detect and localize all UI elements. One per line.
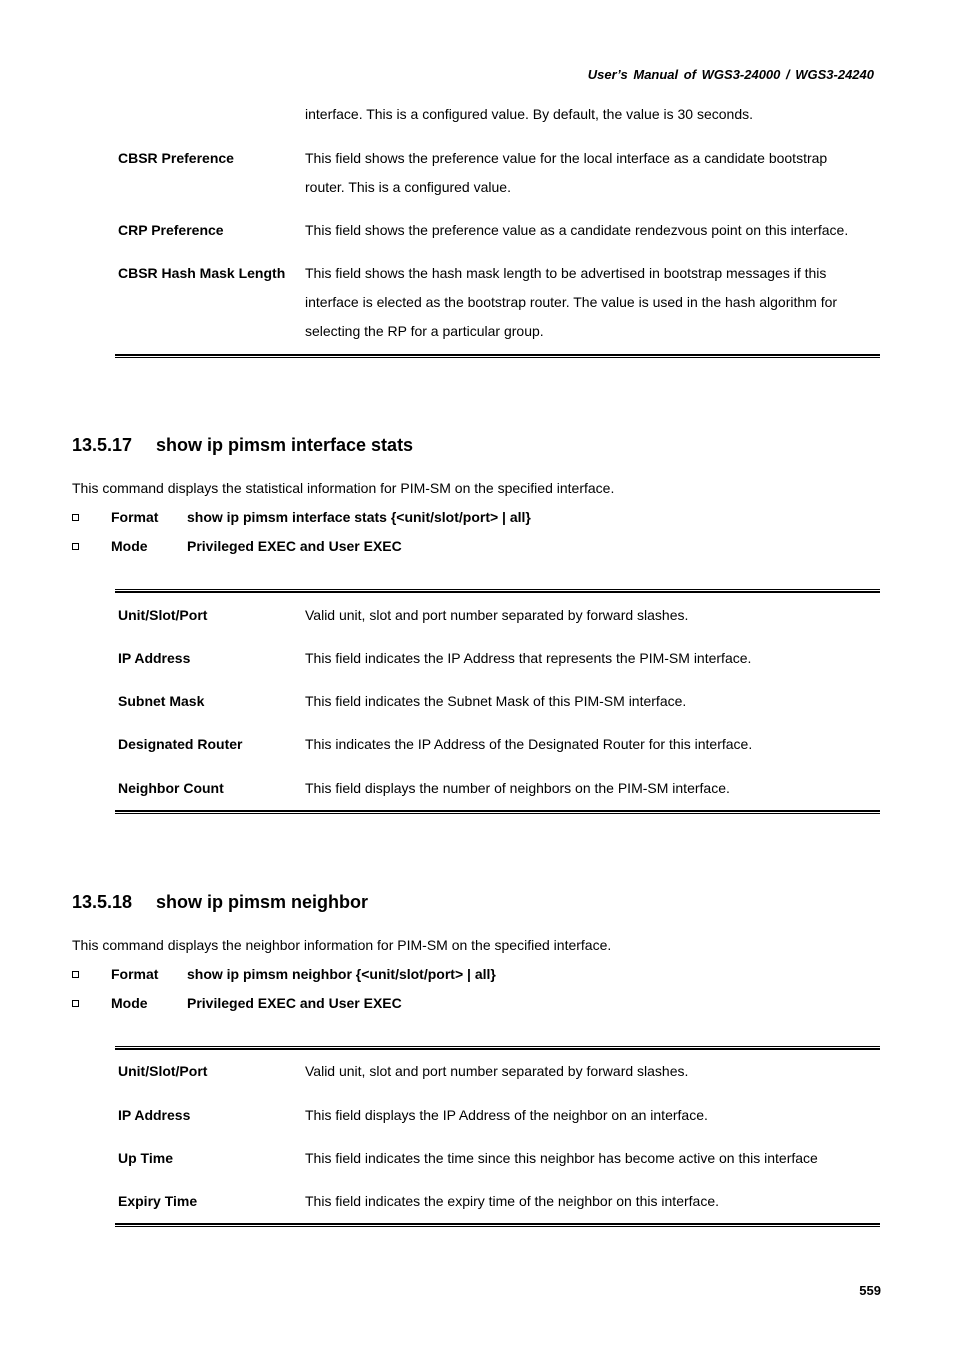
section-heading [72,892,368,913]
definition-description: This field indicates the IP Address that represents the PIM-SM interface. [305,650,752,666]
description-line: This field shows the preference value as a candidate rendezvous point on this interface. [305,222,849,238]
definition-description: Valid unit, slot and port number separated by forward slashes. [305,1063,689,1079]
mode-value: Privileged EXEC and User EXEC [187,995,402,1011]
table-bottom-rule [115,810,880,814]
section-title: show ip pimsm neighbor [156,892,369,912]
description-line: This field shows the hash mask length to be advertised in bootstrap messages if this [305,265,827,281]
definition-term: IP Address [118,650,191,666]
description-line: interface is elected as the bootstrap router. The value is used in the hash algorithm for [305,294,838,310]
mode-label: Mode [111,538,148,554]
section-number: 13.5.17 [72,435,133,455]
page-number: 559 [859,1283,881,1298]
square-bullet-icon [72,514,79,521]
table-top-rule [115,589,880,593]
description-line: router. This is a configured value. [305,179,511,195]
definition-description: This field indicates the expiry time of the neighbor on this interface. [305,1193,719,1209]
definition-description [305,216,875,245]
section-number: 13.5.18 [72,892,133,912]
description-line: selecting the RP for a particular group. [305,323,544,339]
format-label: Format [111,966,159,982]
definition-description: Valid unit, slot and port number separated by forward slashes. [305,607,689,623]
definition-description [305,144,875,202]
definition-term: CBSR Preference [118,150,234,166]
definition-description: This field displays the number of neighbors on the PIM-SM interface. [305,780,730,796]
definition-term: CBSR Hash Mask Length [118,265,286,281]
section-title: show ip pimsm interface stats [156,435,414,455]
table-bottom-rule [115,1223,880,1227]
format-value: show ip pimsm neighbor {<unit/slot/port> | all} [187,966,496,982]
definition-term: CRP Preference [118,222,224,238]
definition-description: This field indicates the time since this neighbor has become active on this interface [305,1150,818,1166]
square-bullet-icon [72,543,79,550]
definition-term: Unit/Slot/Port [118,607,208,623]
definition-term: Expiry Time [118,1193,198,1209]
definition-description: This field displays the IP Address of the neighbor on an interface. [305,1107,708,1123]
format-label: Format [111,509,159,525]
definition-description: This field indicates the Subnet Mask of this PIM-SM interface. [305,693,687,709]
definition-term: Unit/Slot/Port [118,1063,208,1079]
definition-term: Neighbor Count [118,780,224,796]
definition-table [115,1046,880,1236]
mode-value: Privileged EXEC and User EXEC [187,538,402,554]
section-heading [72,435,413,456]
definition-description [305,259,875,346]
mode-label: Mode [111,995,148,1011]
section-intro: This command displays the statistical information for PIM-SM on the specified interface. [72,480,615,496]
definition-description: This indicates the IP Address of the Designated Router for this interface. [305,736,753,752]
format-value: show ip pimsm interface stats {<unit/slot/port> | all} [187,509,531,525]
definition-table [115,589,880,819]
table-bottom-rule [115,354,880,358]
description-line: This field shows the preference value for the local interface as a candidate bootstrap [305,150,828,166]
table-top-rule [115,1046,880,1050]
definition-continuation: interface. This is a configured value. By default, the value is 30 seconds. [305,106,753,122]
section-intro: This command displays the neighbor information for PIM-SM on the specified interface. [72,937,612,953]
square-bullet-icon [72,1000,79,1007]
definition-term: Designated Router [118,736,243,752]
square-bullet-icon [72,971,79,978]
page-header: User’s Manual of WGS3-24000 / WGS3-24240 [587,67,874,82]
definition-term: Subnet Mask [118,693,205,709]
definition-table-continued [115,100,880,360]
definition-term: Up Time [118,1150,173,1166]
definition-term: IP Address [118,1107,191,1123]
